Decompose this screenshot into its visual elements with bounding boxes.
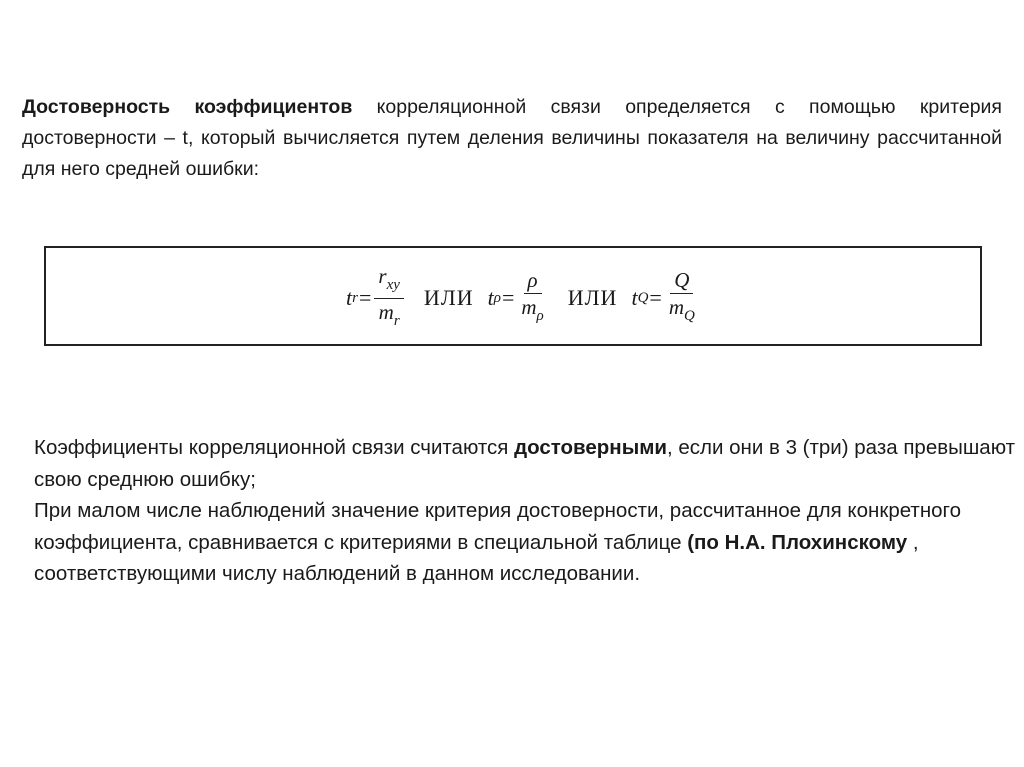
intro-paragraph xyxy=(22,92,1002,185)
t-symbol: t xyxy=(346,285,353,310)
t-subscript: Q xyxy=(637,289,649,306)
criteria-text: При малом числе наблюдений значение критерия достоверности, рассчитанное для конкретного коэффициента, сравнивается с критериями в специальной таблице xyxy=(34,499,961,554)
formula-tr xyxy=(346,263,410,334)
fraction-denominator xyxy=(665,294,699,329)
fraction-numerator xyxy=(670,267,693,294)
criteria-text: Коэффициенты корреляционной связи считаются xyxy=(34,436,515,459)
den-var: m xyxy=(668,295,684,319)
fraction-denominator xyxy=(375,299,404,334)
equals-sign: = xyxy=(358,285,372,310)
equals-sign: = xyxy=(501,285,515,310)
fraction-r xyxy=(374,263,404,334)
formula-box xyxy=(44,246,982,346)
criteria-line-2 xyxy=(34,495,1019,590)
criteria-line-1 xyxy=(34,432,1019,495)
fraction-denominator xyxy=(517,294,547,329)
num-var: Q xyxy=(674,268,690,292)
or-word: ИЛИ xyxy=(567,285,618,310)
equals-sign: = xyxy=(649,285,662,310)
den-sub: r xyxy=(393,312,400,329)
criteria-text: , если они в 3 (три) раза превышают свою среднюю ошибку; xyxy=(34,436,1016,491)
num-var: r xyxy=(378,263,387,288)
t-subscript: ρ xyxy=(493,289,501,306)
formula xyxy=(346,263,705,330)
den-sub: Q xyxy=(684,308,695,324)
num-sub: xy xyxy=(386,276,400,293)
formula-trho xyxy=(488,267,554,329)
den-sub: ρ xyxy=(536,308,544,324)
t-symbol: t xyxy=(487,285,494,310)
den-var: m xyxy=(378,299,394,324)
criteria-paragraph xyxy=(34,432,1019,590)
fraction-numerator xyxy=(374,263,404,299)
num-var: ρ xyxy=(527,268,538,292)
formula-tq xyxy=(631,267,704,329)
fraction-numerator xyxy=(524,267,542,294)
or-word: ИЛИ xyxy=(423,285,474,310)
t-subscript: r xyxy=(352,289,358,306)
intro-bold-lead: Достоверность коэффициентов xyxy=(22,96,353,118)
fraction-rho xyxy=(517,267,547,329)
criteria-text: , соответствующими числу наблюдений в данном исследовании. xyxy=(34,530,919,585)
t-symbol: t xyxy=(631,285,638,310)
den-var: m xyxy=(521,295,537,319)
criteria-bold: (по Н.А. Плохинскому xyxy=(687,530,908,554)
fraction-q xyxy=(665,267,699,329)
intro-text: корреляционной связи определяется с помощью критерия достоверности – t, который вычисляется путем деления величины показателя на величину рассчитанной для него средней ошибки: xyxy=(22,96,1002,180)
criteria-bold: достоверными xyxy=(514,436,667,459)
